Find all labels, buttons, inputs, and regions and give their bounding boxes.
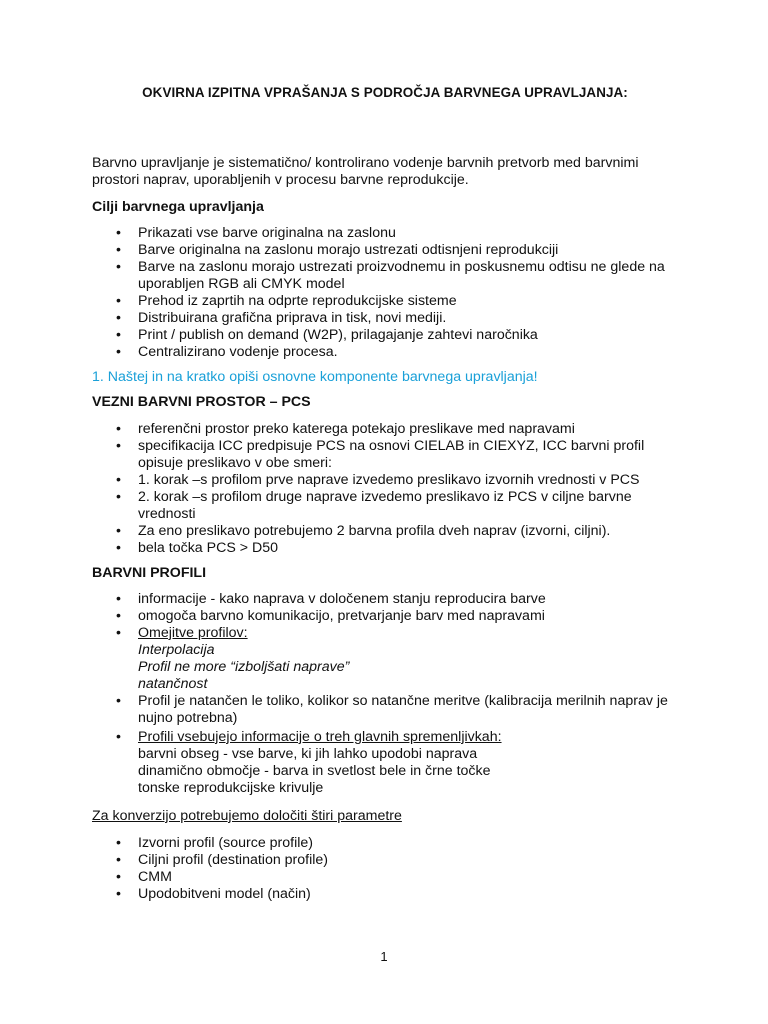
section-profiles-heading: BARVNI PROFILI	[92, 565, 207, 581]
list-item: • Barve originalna na zaslonu morajo ustrezati odtisnjeni reprodukciji	[116, 242, 559, 258]
list-item: • CMM	[116, 869, 172, 885]
list-item: • referenčni prostor preko katerega potekajo preslikave med napravami	[116, 421, 575, 437]
limitations-heading: Omejitve profilov:	[138, 625, 248, 641]
intro-paragraph: Barvno upravljanje je sistematično/ kontrolirano vodenje barvnih pretvorb med barvnimi prostori naprav, uporabljenih v procesu barvne reprodukcije.	[92, 155, 639, 188]
list-item: • Barve na zaslonu morajo ustrezati proizvodnemu in poskusnemu odtisu ne glede na uporabljen RGB ali CMYK model	[116, 259, 665, 292]
list-item: • Izvorni profil (source profile)	[116, 835, 314, 851]
page-number: 1	[380, 949, 388, 964]
pcs-list	[92, 421, 678, 557]
list-item: • Ciljni profil (destination profile)	[116, 852, 329, 868]
list-item: • Print / publish on demand (W2P), prilagajanje zahtevi naročnika	[116, 327, 538, 343]
variable-item: barvni obseg - vse barve, ki jih lahko upodobi naprava	[138, 746, 478, 762]
list-item: • Prehod iz zaprtih na odprte reprodukcijske sisteme	[116, 293, 457, 309]
list-item: • Profili vsebujejo informacije o treh glavnih spremenljivkah: barvni obseg - vse barve, ki jih lahko upodobi naprava dinamično območje - barva in svetlost bele in črne točke tonske reprodukcijske krivulje	[92, 729, 678, 797]
list-item: • Omejitve profilov: Interpolacija Profil ne more “izboljšati naprave” natančnost	[92, 625, 678, 693]
limitation-item: Profil ne more “izboljšati naprave”	[138, 659, 350, 675]
document-title: OKVIRNA IZPITNA VPRAŠANJA S PODROČJA BARVNEGA UPRAVLJANJA:	[142, 85, 628, 100]
list-item: • omogoča barvno komunikacijo, pretvarjanje barv med napravami	[116, 608, 545, 624]
variable-item: dinamično območje - barva in svetlost bele in črne točke	[138, 763, 491, 779]
list-item: • Prikazati vse barve originalna na zaslonu	[116, 225, 396, 241]
section-goals-heading: Cilji barvnega upravljanja	[92, 199, 264, 215]
limitation-item: Interpolacija	[138, 642, 215, 658]
list-item: • specifikacija ICC predpisuje PCS na osnovi CIELAB in CIEXYZ, ICC barvni profil opisuje preslikavo v obe smeri:	[116, 438, 645, 471]
list-item: • Upodobitveni model (način)	[116, 886, 311, 902]
list-item: • Centralizirano vodenje procesa.	[116, 344, 338, 360]
variables-heading: Profili vsebujejo informacije o treh glavnih spremenljivkah:	[138, 729, 502, 745]
list-item: • 2. korak –s profilom druge naprave izvedemo preslikavo iz PCS v ciljne barvne vrednosti	[116, 489, 632, 522]
limitation-item: natančnost	[138, 676, 208, 692]
conversion-heading: Za konverzijo potrebujemo določiti štiri parametre	[92, 808, 402, 824]
conversion-list	[92, 835, 678, 903]
list-item: • 1. korak –s profilom prve naprave izvedemo preslikavo izvornih vrednosti v PCS	[116, 472, 640, 488]
list-item: • Za eno preslikavo potrebujemo 2 barvna profila dveh naprav (izvorni, ciljni).	[116, 523, 611, 539]
list-item: • informacije - kako naprava v določenem stanju reproducira barve	[116, 591, 546, 607]
section-pcs-heading: VEZNI BARVNI PROSTOR – PCS	[92, 394, 311, 410]
variable-item: tonske reprodukcijske krivulje	[138, 780, 324, 796]
goals-list	[92, 225, 678, 361]
list-item: • bela točka PCS > D50	[116, 540, 278, 556]
question-1: 1. Naštej in na kratko opiši osnovne komponente barvnega upravljanja!	[92, 369, 538, 385]
list-item: • Distribuirana grafična priprava in tisk, novi mediji.	[116, 310, 447, 326]
profiles-list	[92, 591, 678, 797]
list-item: • Profil je natančen le toliko, kolikor so natančne meritve (kalibracija merilnih naprav je nujno potrebna)	[116, 693, 668, 726]
